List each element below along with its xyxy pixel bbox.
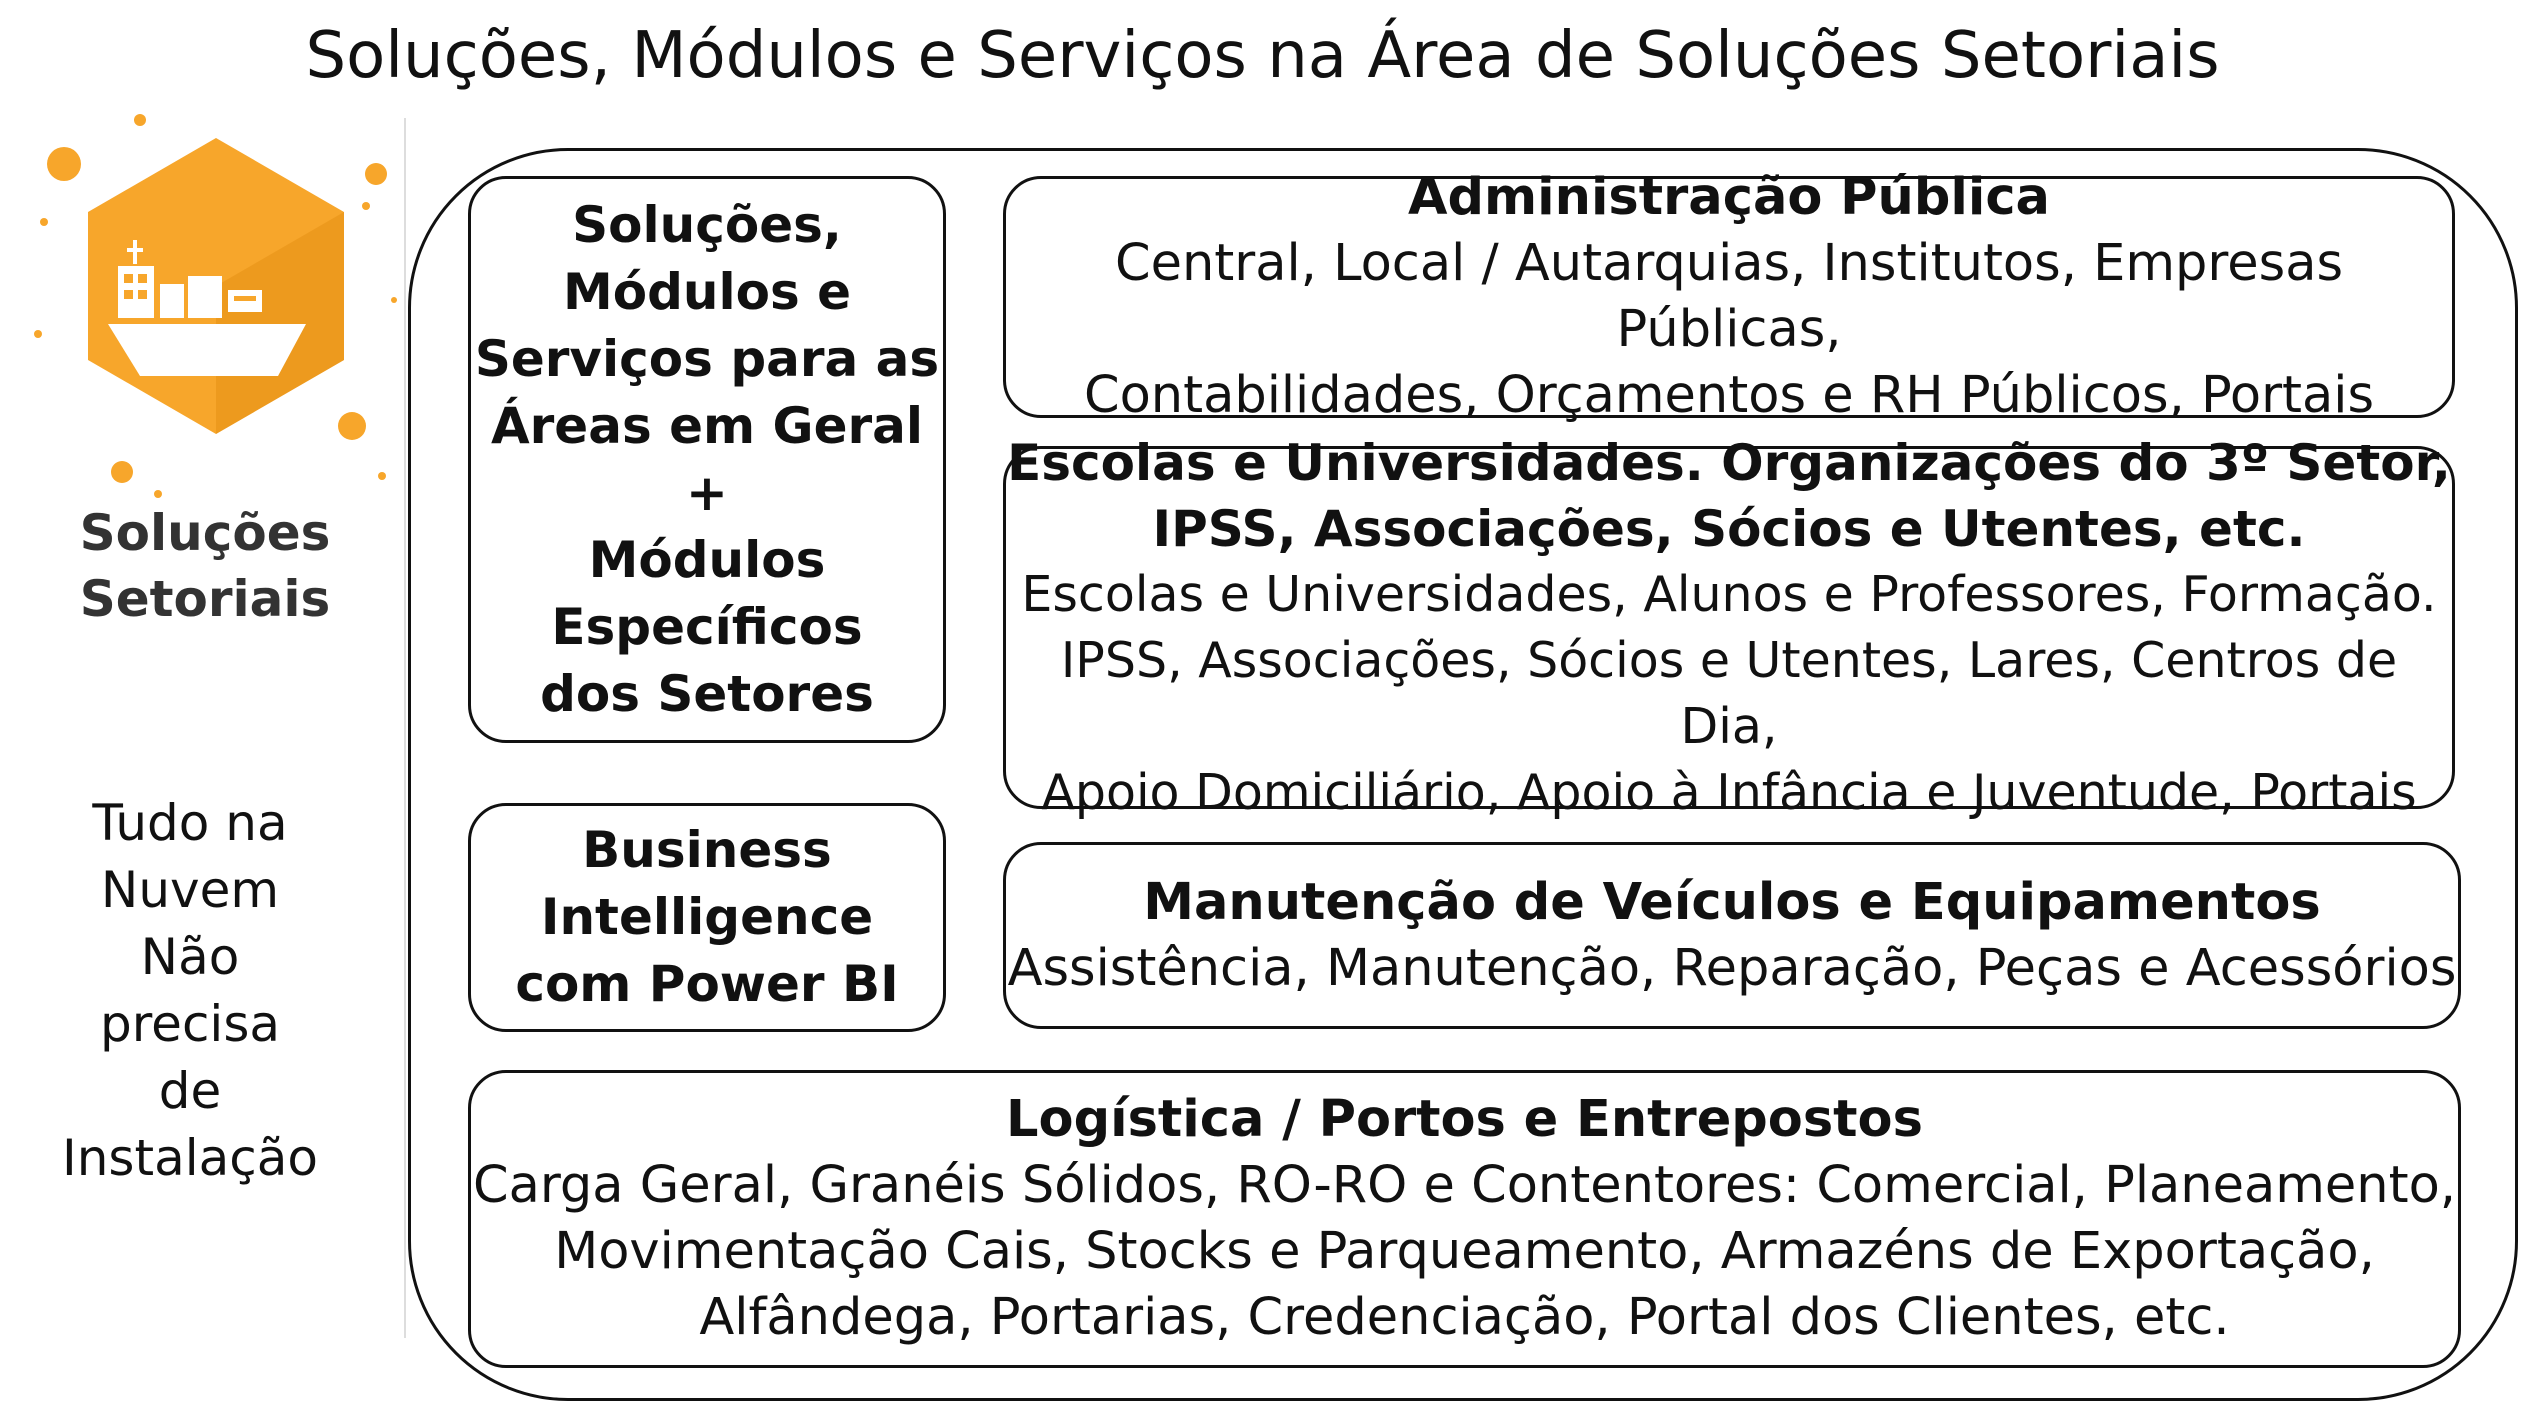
bi-line: com Power BI [515,955,899,1013]
cloud-note-line: precisa [99,995,281,1053]
cloud-note-line: Não [140,928,240,986]
schools-line: Escolas e Universidades, Alunos e Professores, Formação. [1021,565,2437,623]
vehicle-maintenance-box [1003,842,2461,1029]
bi-line: Intelligence [540,888,874,946]
general-solutions-line: Serviços para as [474,329,940,388]
general-solutions-line: Módulos e [562,262,852,321]
schools-universities-box [1003,433,2455,821]
business-intelligence-box [468,803,946,1032]
general-solutions-box [468,176,946,743]
public-administration-title: Administração Pública [1408,168,2050,227]
logistics-title: Logística / Portos e Entrepostos [1006,1090,1923,1149]
cloud-note-line: Tudo na [92,794,288,852]
cloud-note-line: Instalação [62,1129,318,1187]
sector-logo [30,100,410,520]
sector-label [20,500,390,632]
cloud-note-line: de [158,1062,222,1120]
cloud-note-line: Nuvem [100,861,280,919]
schools-line: IPSS, Associações, Sócios e Utentes, Lares, Centros de Dia, [1060,631,2398,755]
public-administration-line: Contabilidades, Orçamentos e RH Públicos, Portais [1083,366,2375,425]
bi-line: Business [582,821,832,879]
sidebar-divider [404,118,406,1338]
logistics-line: Carga Geral, Granéis Sólidos, RO-RO e Contentores: Comercial, Planeamento, [472,1156,2457,1215]
public-administration-line: Central, Local / Autarquias, Institutos, Empresas Públicas, [1114,234,2344,359]
general-solutions-line: dos Setores [540,664,874,723]
general-solutions-line: Módulos [588,530,826,589]
page-title: Soluções, Módulos e Serviços na Área de Soluções Setoriais [305,19,2220,93]
sector-label-line: Soluções [79,504,331,562]
general-solutions-line: + [686,463,728,522]
general-solutions-line: Áreas em Geral [490,396,924,455]
schools-line: Apoio Domiciliário, Apoio à Infância e Juventude, Portais [1041,763,2417,821]
logistics-line: Alfândega, Portarias, Credenciação, Portal dos Clientes, etc. [699,1288,2230,1347]
sector-label-line: Setoriais [79,570,331,628]
general-solutions-line: Específicos [551,597,863,656]
vehicle-maintenance-title: Manutenção de Veículos e Equipamentos [1143,872,2321,932]
vehicle-maintenance-line: Assistência, Manutenção, Reparação, Peças e Acessórios [1007,938,2457,998]
cloud-note [20,790,360,1192]
schools-title-line: IPSS, Associações, Sócios e Utentes, etc. [1152,499,2306,558]
general-solutions-line: Soluções, [572,195,842,254]
logistics-ports-box [468,1070,2461,1368]
schools-title-line: Escolas e Universidades. Organizações do 3º Setor, [1007,433,2451,492]
public-administration-box [1003,168,2455,425]
logistics-line: Movimentação Cais, Stocks e Parqueamento, Armazéns de Exportação, [554,1222,2375,1281]
